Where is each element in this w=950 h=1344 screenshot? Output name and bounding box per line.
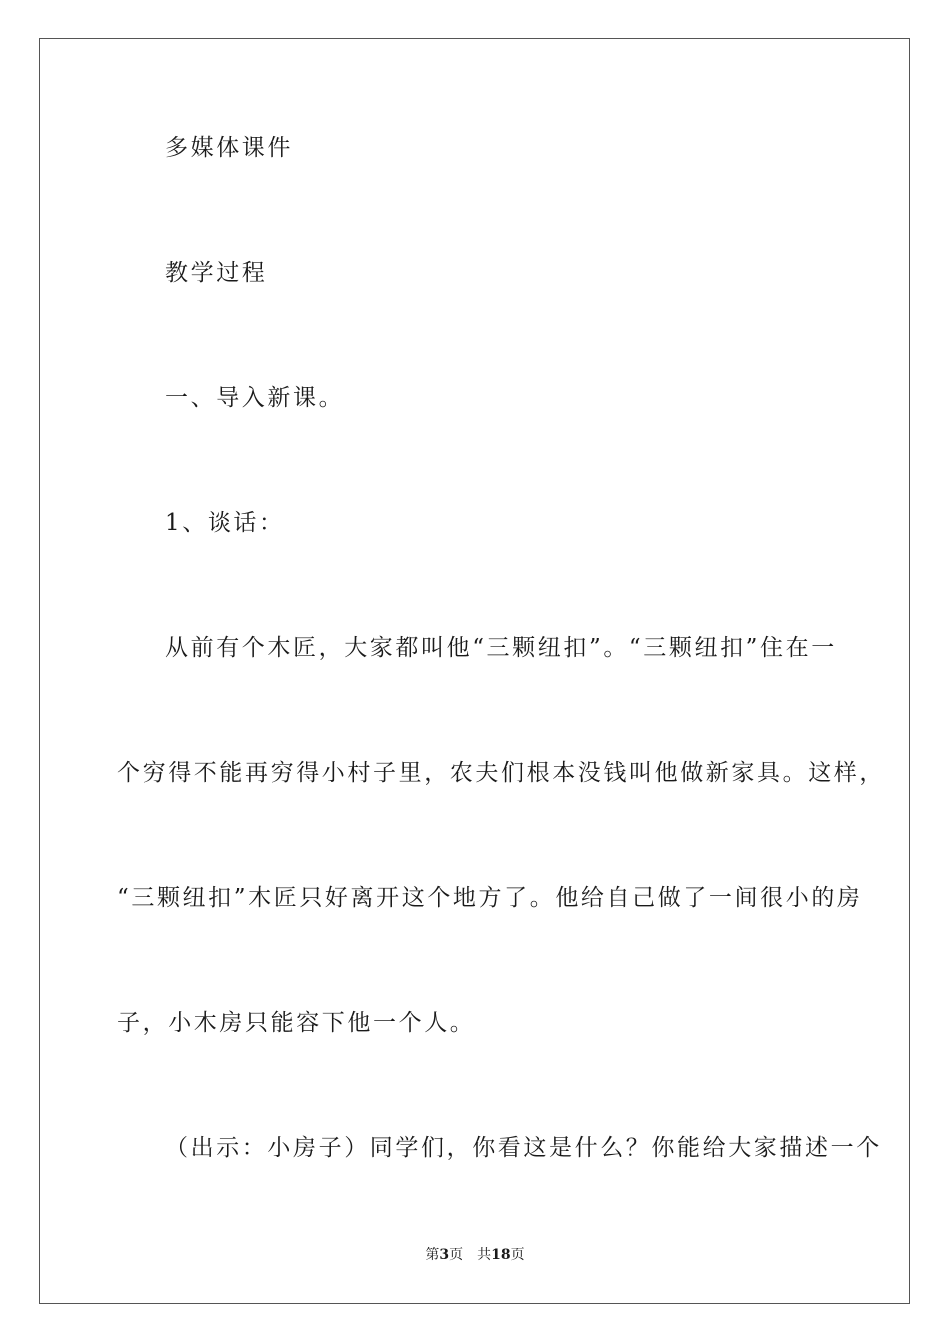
paragraph-line: （出示：小房子）同学们，你看这是什么？你能给大家描述一个 — [165, 1135, 882, 1161]
footer-total-prefix: 共 — [477, 1247, 492, 1263]
footer-page-suffix: 页 — [449, 1247, 464, 1263]
heading-teaching-process: 教学过程 — [165, 260, 268, 286]
page-frame — [39, 38, 910, 1304]
paragraph-line: 从前有个木匠，大家都叫他“三颗纽扣”。“三颗纽扣”住在一 — [165, 635, 837, 661]
heading-multimedia: 多媒体课件 — [165, 135, 293, 161]
section-intro: 一、导入新课。 — [165, 385, 345, 411]
footer-total-suffix: 页 — [510, 1247, 525, 1263]
paragraph-line: “三颗纽扣”木匠只好离开这个地方了。他给自己做了一间很小的房 — [117, 885, 863, 911]
footer-total-pages: 18 — [491, 1247, 511, 1263]
paragraph-line: 子，小木房只能容下他一个人。 — [117, 1010, 476, 1036]
page-footer — [0, 1245, 950, 1265]
footer-page-number: 3 — [439, 1247, 450, 1263]
footer-page-prefix: 第 — [425, 1247, 440, 1263]
subsection-talk: 1、谈话： — [165, 510, 285, 536]
paragraph-line: 个穷得不能再穷得小村子里，农夫们根本没钱叫他做新家具。这样， — [117, 760, 885, 786]
